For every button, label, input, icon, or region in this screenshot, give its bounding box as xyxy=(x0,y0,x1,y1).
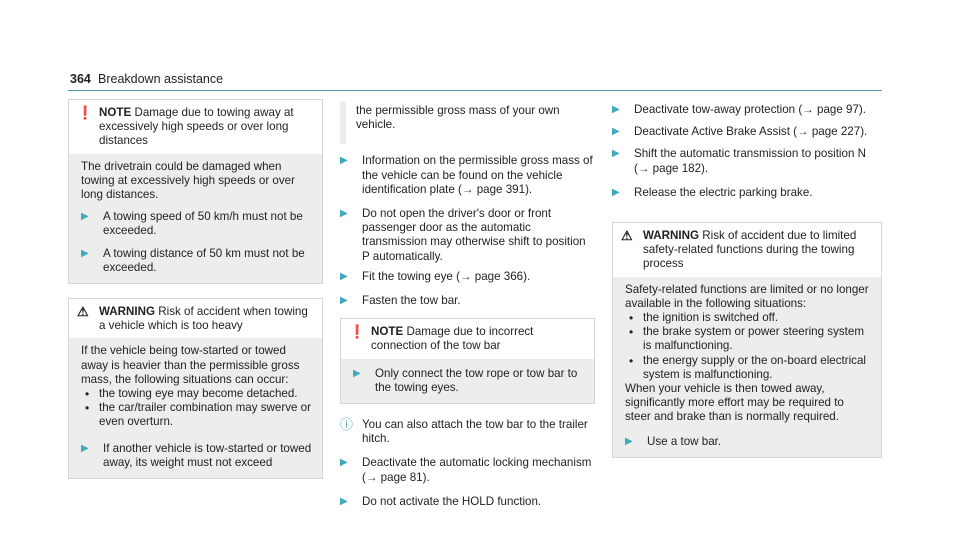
list-item-text: the ignition is switched off. xyxy=(643,311,779,325)
step-text: A towing speed of 50 km/h must not be exceeded. xyxy=(103,210,303,238)
warning-closing-text: When your vehicle is then towed away, significantly more effort may be required to steer and brake than is normally required. xyxy=(625,382,844,424)
note-title: Damage due to incorrect connection of the tow bar xyxy=(371,325,534,353)
step-text: Do not open the driver's door or front passenger door as the automatic transmission may otherwise shift to position P automatically. xyxy=(362,207,586,263)
step xyxy=(353,367,584,395)
step xyxy=(340,456,595,484)
step-arrow-icon: ▶ xyxy=(81,442,89,454)
note-label: NOTE xyxy=(371,325,404,339)
step xyxy=(340,154,595,197)
step-text: Deactivate the automatic locking mechanism (→ page 81). xyxy=(362,456,592,484)
list-item xyxy=(629,354,871,382)
column-3 xyxy=(612,99,882,458)
warning-title: Risk of accident when towing a vehicle which is too heavy xyxy=(99,305,308,333)
info-icon: ⓘ xyxy=(340,417,354,433)
column-2 xyxy=(340,99,595,509)
step-text: Shift the automatic transmission to position N (→ page 182). xyxy=(634,147,866,175)
bullet-list xyxy=(625,311,871,382)
warning-triangle-icon: ⚠ xyxy=(77,304,89,320)
step xyxy=(625,435,871,449)
note-header xyxy=(69,100,322,154)
step xyxy=(340,495,595,509)
bullet-icon: • xyxy=(629,353,634,368)
step-arrow-icon: ▶ xyxy=(612,104,620,115)
warning-heading xyxy=(643,229,873,272)
list-item-text: the brake system or power steering system is malfunctioning. xyxy=(643,325,865,353)
exclamation-icon: ❗ xyxy=(349,324,366,340)
list-item-text: the car/trailer combination may swerve or even overturn. xyxy=(99,401,311,429)
step xyxy=(612,103,882,117)
step-text: Fit the towing eye (→ page 366). xyxy=(362,269,531,283)
info-text: You can also attach the tow bar to the trailer hitch. xyxy=(362,418,588,446)
note-label: NOTE xyxy=(99,106,132,119)
warning-label: WARNING xyxy=(643,229,700,243)
step xyxy=(612,147,882,175)
step-arrow-icon: ▶ xyxy=(612,148,620,160)
note-text: The drivetrain could be damaged when towing at excessively high speeds or over long distances. xyxy=(81,159,295,202)
bullet-icon: • xyxy=(629,325,634,340)
note-body xyxy=(69,154,322,283)
step-text: A towing distance of 50 km must not be exceeded. xyxy=(103,246,305,274)
list-item xyxy=(629,311,871,325)
step-arrow-icon: ▶ xyxy=(81,247,89,259)
warning-box xyxy=(612,222,882,458)
header-rule xyxy=(68,90,882,91)
step-arrow-icon: ▶ xyxy=(340,457,348,469)
bullet-icon: • xyxy=(629,311,634,326)
step-arrow-icon: ▶ xyxy=(340,270,348,282)
warning-header xyxy=(69,299,322,338)
step-text: If another vehicle is tow-started or towed away, its weight must not exceed xyxy=(103,441,312,469)
step-arrow-icon: ▶ xyxy=(340,155,348,167)
section-title: Breakdown assistance xyxy=(98,72,224,86)
step xyxy=(81,247,312,275)
bullet-icon: • xyxy=(85,401,90,416)
step-arrow-icon: ▶ xyxy=(612,186,620,198)
list-item xyxy=(85,401,312,429)
step xyxy=(81,442,312,470)
warning-text: Safety-related functions are limited or no longer available in the following situations: xyxy=(625,282,869,310)
warning-header xyxy=(613,223,881,277)
exclamation-icon: ❗ xyxy=(77,105,94,120)
step-text: Deactivate Active Brake Assist (→ page 227). xyxy=(634,125,868,139)
list-item xyxy=(629,325,871,353)
note-heading xyxy=(371,325,586,353)
info-note xyxy=(340,418,595,446)
column-1 xyxy=(68,99,323,479)
step-text: Release the electric parking brake. xyxy=(634,185,813,199)
step-arrow-icon: ▶ xyxy=(81,211,89,223)
step-text: Information on the permissible gross mass of the vehicle can be found on the vehicle identification plate (→ page 391). xyxy=(362,154,593,196)
bullet-list xyxy=(81,387,312,430)
step-arrow-icon: ▶ xyxy=(625,435,633,447)
step-text: Fasten the tow bar. xyxy=(362,294,461,308)
warning-title: Risk of accident due to limited safety-related functions during the towing process xyxy=(643,229,857,271)
warning-text: If the vehicle being tow-started or towed away is heavier than the permissible gross mass, the following situations can occur: xyxy=(81,344,300,386)
step-arrow-icon: ▶ xyxy=(353,367,361,379)
list-item-text: the energy supply or the on-board electrical system is malfunctioning. xyxy=(643,353,866,381)
step xyxy=(340,207,595,264)
note-box xyxy=(68,99,323,284)
warning-box xyxy=(68,298,323,479)
warning-body xyxy=(613,277,881,457)
step-text: Use a tow bar. xyxy=(647,434,722,448)
list-item-text: the towing eye may become detached. xyxy=(99,387,298,401)
step-arrow-icon: ▶ xyxy=(340,495,348,507)
bullet-icon: • xyxy=(85,387,90,402)
step-arrow-icon: ▶ xyxy=(340,295,348,307)
note-body xyxy=(341,359,594,403)
step xyxy=(81,210,312,238)
note-title: Damage due to towing away at excessively high speeds or over long distances xyxy=(99,106,294,148)
step-text: Only connect the tow rope or tow bar to the towing eyes. xyxy=(375,366,578,394)
step-text: Do not activate the HOLD function. xyxy=(362,494,542,508)
step xyxy=(340,294,595,308)
step-text: Deactivate tow-away protection (→ page 97). xyxy=(634,103,866,116)
warning-body xyxy=(69,338,322,478)
step-arrow-icon: ▶ xyxy=(612,126,620,138)
warning-triangle-icon: ⚠ xyxy=(621,228,633,244)
step xyxy=(340,270,595,284)
continued-text: the permissible gross mass of your own vehicle. xyxy=(356,104,560,132)
note-box xyxy=(340,318,595,404)
note-heading xyxy=(99,106,314,149)
warning-heading xyxy=(99,305,314,333)
step xyxy=(612,125,882,139)
page-number: 364 xyxy=(70,72,91,86)
note-header xyxy=(341,319,594,358)
warning-label: WARNING xyxy=(99,305,156,319)
continued-warning xyxy=(340,101,595,144)
step xyxy=(612,186,882,200)
step-arrow-icon: ▶ xyxy=(340,208,348,220)
list-item xyxy=(85,387,312,401)
